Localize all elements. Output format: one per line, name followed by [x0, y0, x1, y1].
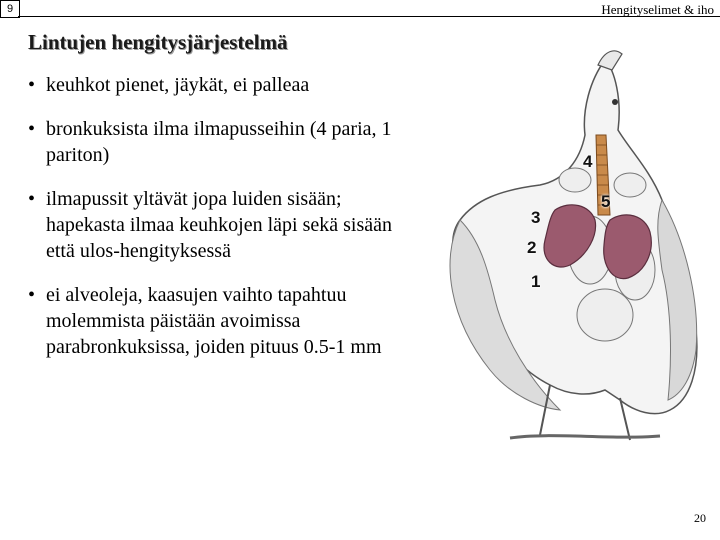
- label-4: 4: [583, 152, 593, 171]
- page-number: 20: [694, 511, 706, 525]
- slide-number: 9: [0, 0, 20, 18]
- bullet-list: [28, 72, 408, 360]
- label-1: 1: [531, 272, 541, 291]
- air-sac: [614, 173, 646, 197]
- air-sac: [577, 289, 633, 341]
- label-3: 3: [531, 208, 541, 227]
- bird-eye: [612, 99, 618, 105]
- bullet-item: • bronkuksista ilma ilmapusseihin (4 paria, 1 pariton): [28, 116, 408, 168]
- bird-drawing: [400, 40, 720, 470]
- label-2: 2: [527, 238, 537, 257]
- bullet-item: • ei alveoleja, kaasujen vaihto tapahtuu molemmista päistään avoimissa parabronkuksissa, joiden pituus 0.5-1 mm: [28, 282, 408, 360]
- bird-respiratory-illustration: [400, 40, 720, 470]
- label-5: 5: [601, 192, 611, 211]
- perch: [510, 436, 660, 438]
- bullet-item: • keuhkot pienet, jäykät, ei palleaa: [28, 72, 408, 98]
- bullet-item: • ilmapussit yltävät jopa luiden sisään; hapekasta ilmaa keuhkojen läpi sekä sisään että ulos-hengityksessä: [28, 186, 408, 264]
- slide-title: Lintujen hengitysjärjestelmä: [28, 30, 288, 54]
- section-header: Hengityselimet & iho: [601, 2, 714, 17]
